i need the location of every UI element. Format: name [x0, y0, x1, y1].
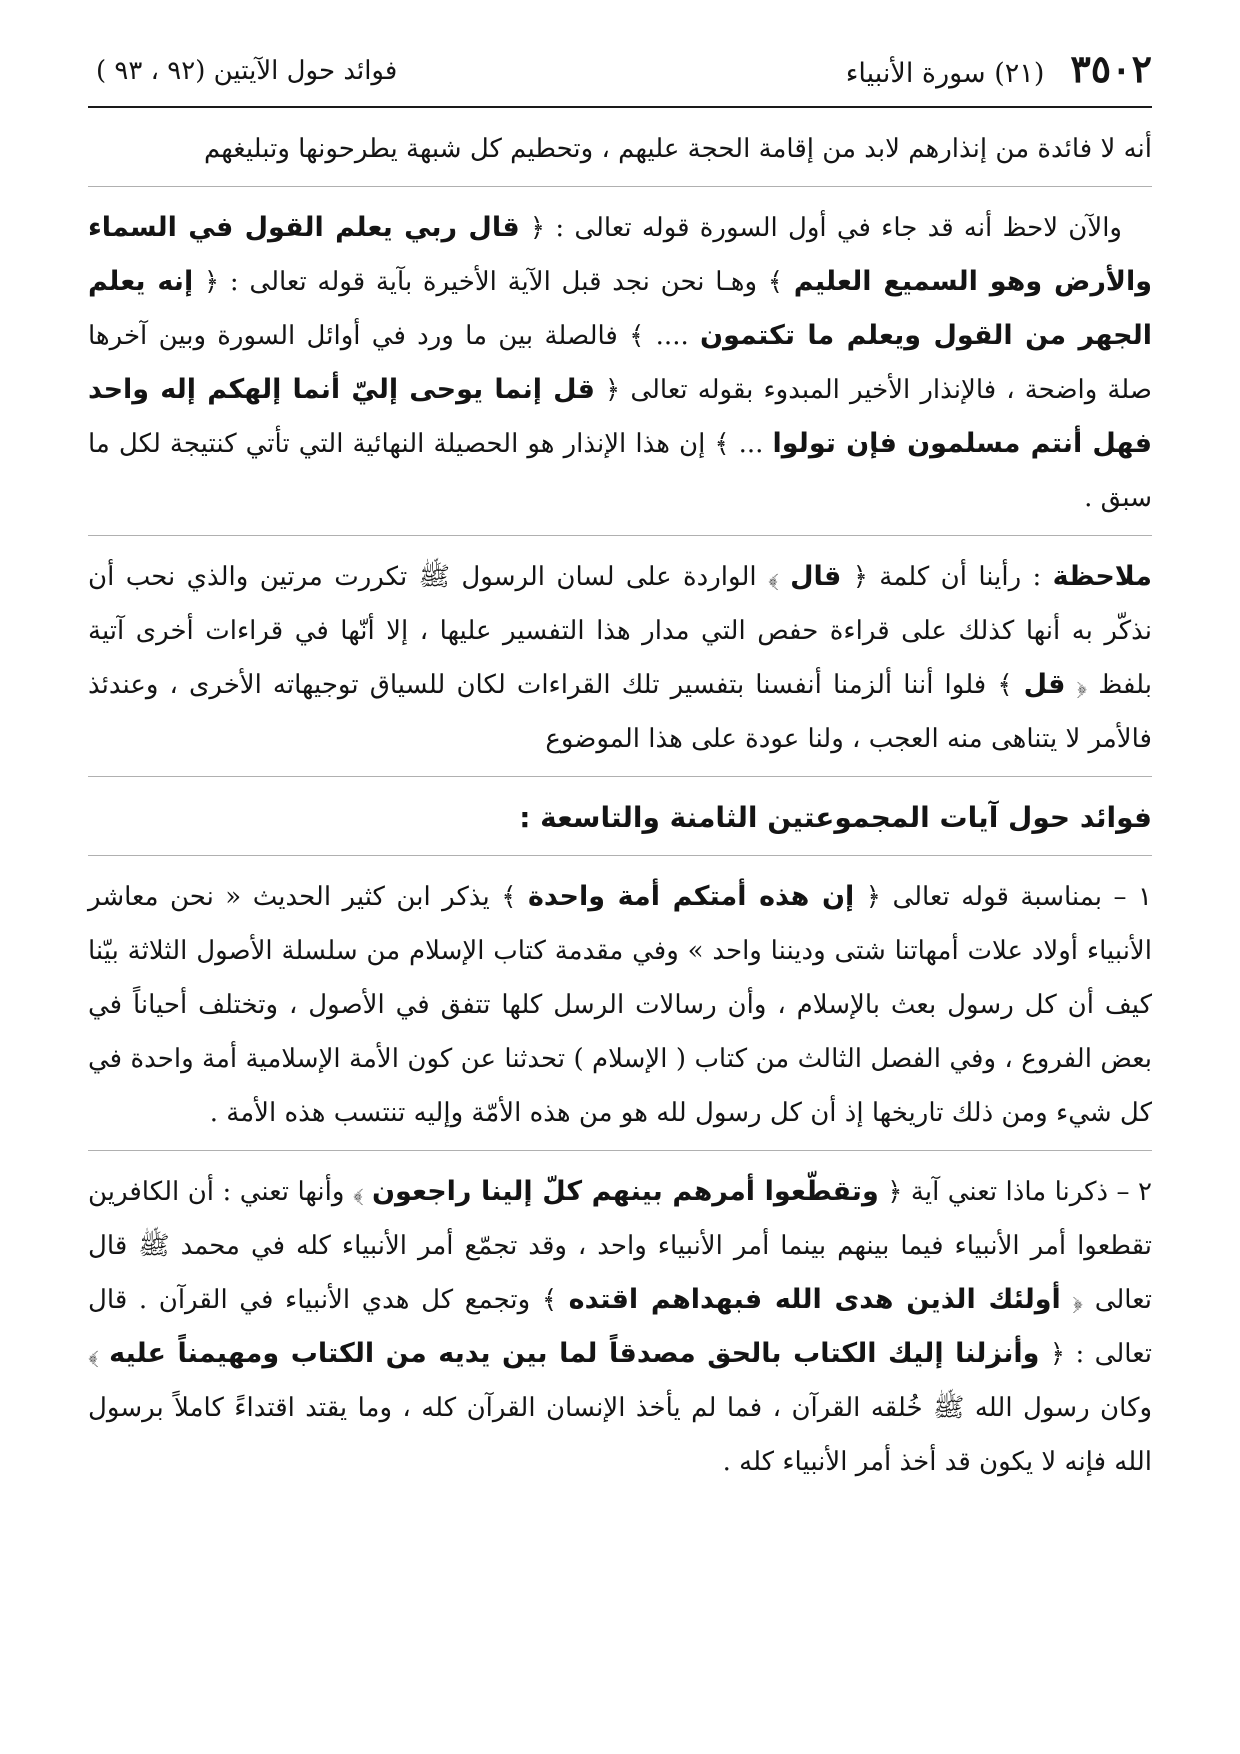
paragraph-text: والآن لاحظ أنه قد جاء في أول السورة قوله تعالى : ﴿	[519, 213, 1122, 243]
quran-quote: قل إنما يوحى إليّ أنما إلهكم إله واحد فهل أنتم مسلمون فإن تولوا	[88, 374, 1152, 459]
list-item-1	[88, 870, 1152, 1140]
paragraph-2	[88, 201, 1152, 525]
page-number: ٣٥٠٢	[1070, 46, 1152, 91]
paragraph-text: ١ – بمناسبة قوله تعالى ﴿	[854, 882, 1152, 912]
divider	[88, 776, 1152, 777]
paragraph-text: ﴾ وتجمع كل هدي الأنبياء في القرآن . قال تعالى : ﴿	[88, 1285, 1152, 1369]
paragraph-text: .... ﴾ فالصلة بين ما ورد في أوائل السورة وبين آخرها صلة واضحة ، فالإنذار الأخير المبدوء بقوله تعالى ﴿	[88, 321, 1152, 405]
divider	[88, 855, 1152, 856]
book-page	[88, 40, 1152, 1720]
paragraph-text: ... ﴾ إن هذا الإنذار هو الحصيلة النهائية التي تأتي كنتيجة لكل ما سبق .	[88, 429, 1152, 513]
header-right	[846, 46, 1152, 91]
divider	[88, 186, 1152, 187]
page-header	[88, 40, 1152, 108]
quran-quote: وأنزلنا إليك الكتاب بالحق مصدقاً لما بين يديه من الكتاب ومهيمناً عليه	[109, 1338, 1040, 1369]
list-item-2	[88, 1165, 1152, 1489]
quran-quote: إن هذه أمتكم أمة واحدة	[527, 881, 855, 912]
paragraph-text: ﴾ وهـا نحن نجد قبل الآية الأخيرة بآية قوله تعالى : ﴿	[193, 267, 794, 297]
paragraph-text: ﴾ الواردة على لسان الرسول ﷺ تكررت مرتين والذي نحب أن نذكّر به أنها كذلك على قراءة حفص التي مدار هذا التفسير عليها ، إلا أنّها في قراءات أخرى آتية بلفظ ﴿	[88, 562, 1152, 700]
page-content	[88, 122, 1152, 1489]
paragraph-text: ﴾ وكان رسول الله ﷺ خُلقه القرآن ، فما لم يأخذ الإنسان القرآن كله ، وما يقتد اقتداءً كاملاً برسول الله فإنه لا يكون قد أخذ أمر الأنبياء كله .	[88, 1339, 1152, 1477]
quran-quote: قل	[1023, 669, 1066, 700]
paragraph-text: أنه لا فائدة من إنذارهم لابد من إقامة الحجة عليهم ، وتحطيم كل شبهة يطرحونها وتبليغهم	[204, 134, 1152, 164]
quran-quote: أولئك الذين هدى الله فبهداهم اقتده	[568, 1284, 1061, 1315]
section-title: فوائد حول الآيتين (٩٢ ، ٩٣ )	[96, 56, 398, 86]
section-heading: فوائد حول آيات المجموعتين الثامنة والتاسعة :	[519, 801, 1152, 834]
divider	[88, 535, 1152, 536]
paragraph-text: ﴾ يذكر ابن كثير الحديث « نحن معاشر الأنبياء أولاد علات أمهاتنا شتى وديننا واحد » وفي مقدمة كتاب الإسلام من سلسلة الأصول الثلاثة بيّنا كيف أن كل رسول بعث بالإسلام ، وأن رسالات الرسل كلها تتفق في الأصول ، وتختلف أحياناً في بعض الفروع ، وفي الفصل الثالث من كتاب ( الإسلام ) تحدثنا عن كون الأمة الإسلامية أمة واحدة في كل شيء ومن ذلك تاريخها إذ أن كل رسول لله هو من هذه الأمّة وإليه تنتسب هذه الأمة .	[88, 882, 1152, 1128]
paragraph-text: : رأينا أن كلمة ﴿	[841, 562, 1053, 592]
quran-quote: قال	[790, 561, 842, 592]
quran-quote: قال ربي يعلم القول في السماء والأرض وهو السميع العليم	[88, 212, 1153, 297]
surah-title: (٢١) سورة الأنبياء	[845, 58, 1045, 89]
note-label: ملاحظة	[1052, 561, 1153, 592]
paragraph-1	[88, 122, 1152, 176]
note-paragraph	[88, 550, 1152, 766]
paragraph-text: ﴾ فلوا أننا ألزمنا أنفسنا بتفسير تلك القراءات لكان للسياق توجيهاته الأخرى ، وعندئذ فالأمر لا يتناهى منه العجب ، ولنا عودة على هذا الموضوع	[88, 670, 1152, 754]
quran-quote: إنه يعلم الجهر من القول ويعلم ما تكتمون	[88, 266, 1153, 351]
divider	[88, 1150, 1152, 1151]
paragraph-text: ٢ – ذكرنا ماذا تعني آية ﴿	[878, 1177, 1152, 1207]
paragraph-text: ﴾ وأنها تعني : أن الكافرين تقطعوا أمر الأنبياء فيما بينهم بينما أمر الأنبياء واحد ، وقد تجمّع أمر الأنبياء كله في محمد ﷺ قال تعالى ﴿	[88, 1177, 1153, 1315]
quran-quote: وتقطّعوا أمرهم بينهم كلّ إلينا راجعون	[371, 1176, 879, 1207]
